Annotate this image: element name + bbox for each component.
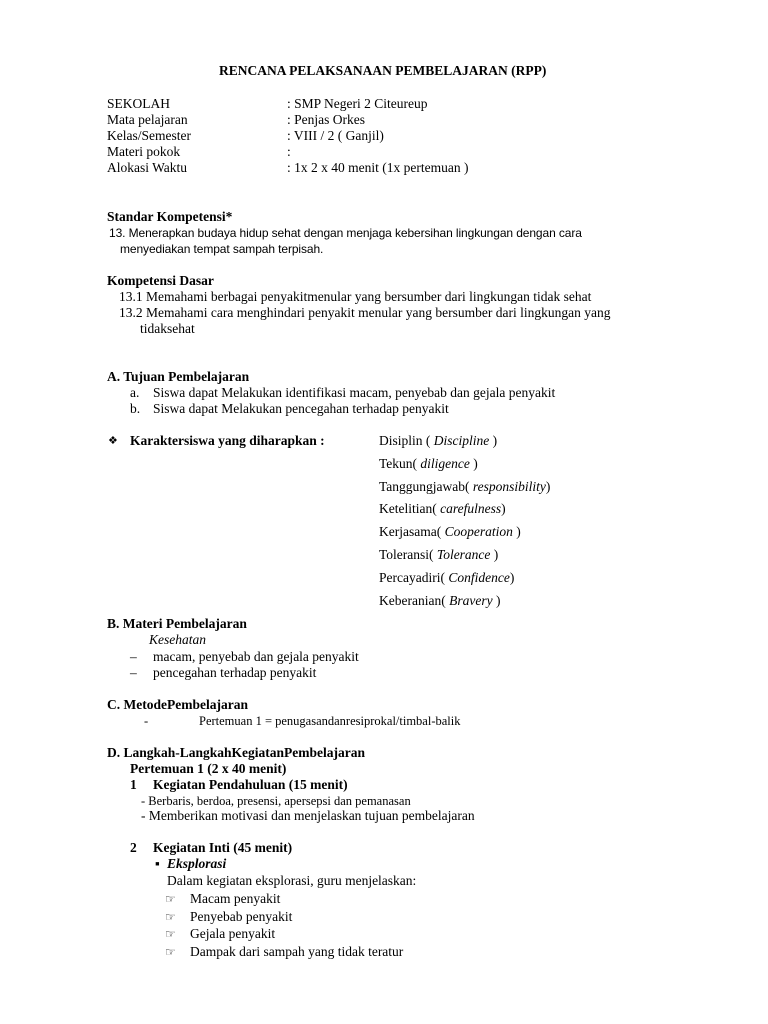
eksplorasi-item-4: Dampak dari sampah yang tidak teratur	[190, 944, 404, 959]
pendahuluan-item-1: - Berbaris, berdoa, presensi, apersepsi dan pemanasan	[141, 794, 411, 808]
identity-label-kelas: Kelas/Semester	[107, 128, 191, 143]
standar-kompetensi-line2: menyediakan tempat sampah terpisah.	[120, 242, 324, 256]
tujuan-item-b: Siswa dapat Melakukan pencegahan terhadap penyakit	[153, 401, 449, 416]
standar-kompetensi-line1: 13. Menerapkan budaya hidup sehat dengan menjaga kebersihan lingkungan dengan cara	[109, 226, 582, 240]
kompetensi-dasar-item-1: 13.1 Memahami berbagai penyakitmenular yang bersumber dari lingkungan tidak sehat	[119, 289, 592, 304]
karakter-heading: Karaktersiswa yang diharapkan :	[130, 433, 325, 448]
identity-value-kelas: : VIII / 2 ( Ganjil)	[287, 128, 384, 143]
pendahuluan-number: 1	[130, 777, 137, 792]
identity-value-sekolah: : SMP Negeri 2 Citeureup	[287, 96, 428, 111]
karakter-item-kerjasama: Kerjasama( Cooperation )	[379, 524, 521, 539]
karakter-item-ketelitian: Ketelitian( carefulness)	[379, 501, 506, 516]
pointing-hand-icon: ☞	[165, 892, 176, 906]
identity-label-materi: Materi pokok	[107, 144, 181, 159]
tujuan-marker-a: a.	[130, 385, 140, 400]
identity-value-alokasi: : 1x 2 x 40 menit (1x pertemuan )	[287, 160, 469, 175]
eksplorasi-item-2: Penyebab penyakit	[190, 909, 293, 924]
materi-sub: Kesehatan	[149, 632, 206, 647]
langkah-heading: D. Langkah-LangkahKegiatanPembelajaran	[107, 745, 366, 760]
kompetensi-dasar-item-2-cont: tidaksehat	[140, 321, 195, 336]
standar-kompetensi-heading: Standar Kompetensi*	[107, 209, 233, 224]
pointing-hand-icon: ☞	[165, 910, 176, 924]
materi-heading: B. Materi Pembelajaran	[107, 616, 247, 631]
pointing-hand-icon: ☞	[165, 945, 176, 959]
metode-item: Pertemuan 1 = penugasandanresiprokal/timbal-balik	[199, 714, 461, 728]
pointing-hand-icon: ☞	[165, 927, 176, 941]
materi-item-2: pencegahan terhadap penyakit	[153, 665, 317, 680]
identity-value-materi: :	[287, 144, 291, 159]
inti-number: 2	[130, 840, 137, 855]
karakter-item-percayadiri: Percayadiri( Confidence)	[379, 570, 515, 585]
identity-label-alokasi: Alokasi Waktu	[107, 160, 188, 175]
eksplorasi-item-1: Macam penyakit	[190, 891, 281, 906]
kompetensi-dasar-item-2: 13.2 Memahami cara menghindari penyakit menular yang bersumber dari lingkungan yang	[119, 305, 611, 320]
langkah-pertemuan: Pertemuan 1 (2 x 40 menit)	[130, 761, 287, 776]
eksplorasi-heading: Eksplorasi	[167, 856, 227, 871]
document-title: RENCANA PELAKSANAAN PEMBELAJARAN (RPP)	[219, 63, 547, 78]
tujuan-heading: A. Tujuan Pembelajaran	[107, 369, 250, 384]
identity-value-mapel: : Penjas Orkes	[287, 112, 365, 127]
karakter-item-tekun: Tekun( diligence )	[379, 456, 478, 471]
materi-marker-2: –	[130, 665, 137, 680]
karakter-item-keberanian: Keberanian( Bravery )	[379, 593, 501, 608]
eksplorasi-item-3: Gejala penyakit	[190, 926, 276, 941]
inti-heading: Kegiatan Inti (45 menit)	[153, 840, 293, 855]
eksplorasi-intro: Dalam kegiatan eksplorasi, guru menjelaskan:	[167, 873, 417, 888]
tujuan-marker-b: b.	[130, 401, 141, 416]
materi-marker-1: –	[130, 649, 137, 664]
karakter-item-tanggungjawab: Tanggungjawab( responsibility)	[379, 479, 551, 494]
pendahuluan-heading: Kegiatan Pendahuluan (15 menit)	[153, 777, 348, 792]
identity-label-sekolah: SEKOLAH	[107, 96, 170, 111]
pendahuluan-item-2: - Memberikan motivasi dan menjelaskan tujuan pembelajaran	[141, 808, 475, 823]
tujuan-item-a: Siswa dapat Melakukan identifikasi macam, penyebab dan gejala penyakit	[153, 385, 556, 400]
diamond-bullet-icon: ❖	[108, 435, 118, 447]
metode-marker: -	[144, 714, 149, 728]
metode-heading: C. MetodePembelajaran	[107, 697, 248, 712]
identity-label-mapel: Mata pelajaran	[107, 112, 188, 127]
square-bullet-icon: ▪	[155, 856, 160, 871]
karakter-item-disiplin: Disiplin ( Discipline )	[379, 433, 498, 448]
karakter-item-toleransi: Toleransi( Tolerance )	[379, 547, 499, 562]
kompetensi-dasar-heading: Kompetensi Dasar	[107, 273, 214, 288]
materi-item-1: macam, penyebab dan gejala penyakit	[153, 649, 359, 664]
